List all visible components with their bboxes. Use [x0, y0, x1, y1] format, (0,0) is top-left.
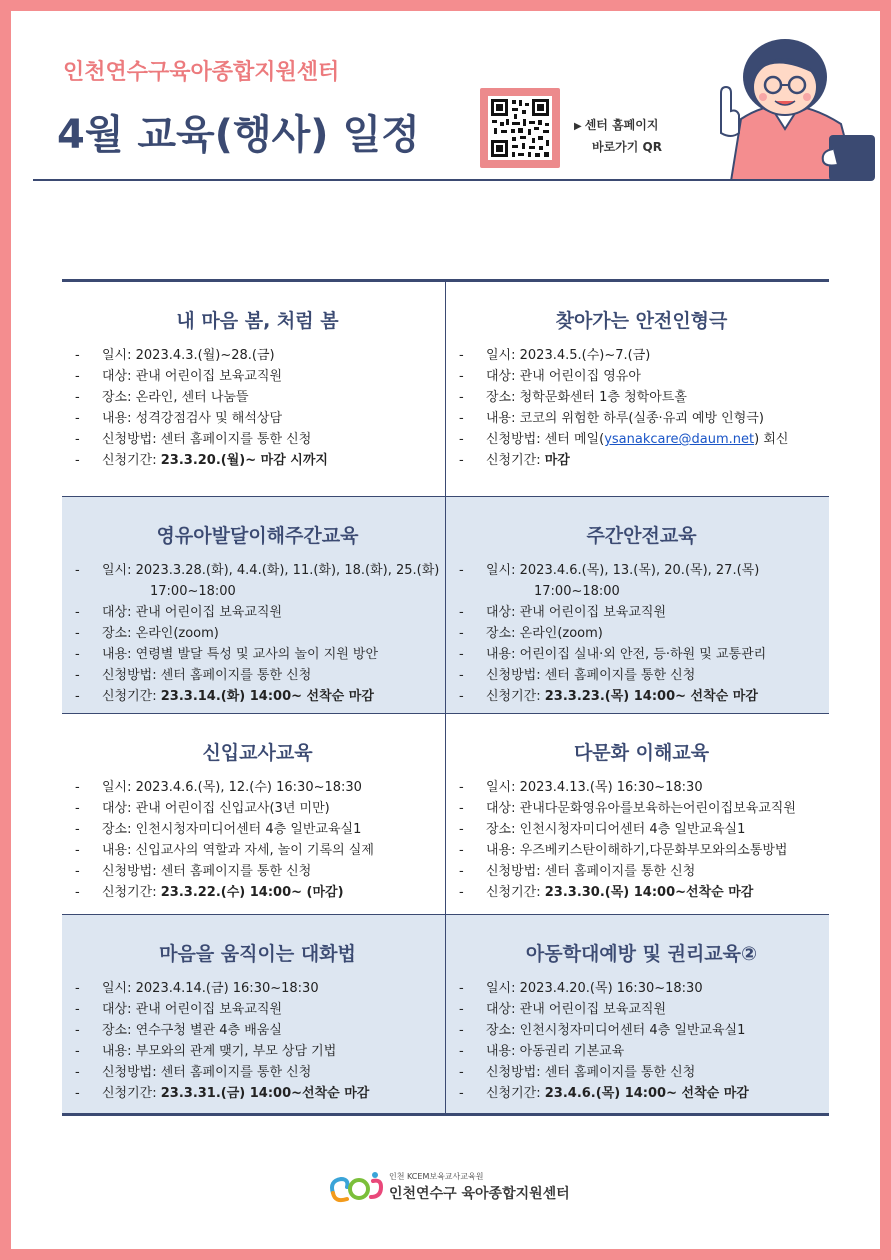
program-detail-item	[454, 978, 829, 999]
dash-bullet: -	[75, 780, 80, 795]
detail-label: 내용:	[486, 1044, 520, 1059]
detail-label: 내용:	[486, 647, 520, 662]
poster-page	[11, 11, 880, 1249]
detail-value: 2023.4.13.(목) 16:30~18:30	[519, 780, 703, 795]
detail-value-continued: 17:00~18:00	[150, 584, 236, 599]
detail-label: 일시:	[486, 780, 520, 795]
program-detail-item	[70, 798, 445, 819]
detail-label: 신청기간:	[102, 689, 161, 704]
detail-label: 대상:	[486, 369, 520, 384]
program-detail-item	[70, 1062, 445, 1083]
dash-bullet: -	[75, 668, 80, 683]
program-detail-item	[454, 999, 829, 1020]
program-schedule-grid	[62, 279, 829, 1116]
detail-value: 신입교사의 역할과 자세, 놀이 기록의 실제	[135, 843, 374, 858]
program-card	[62, 497, 446, 713]
detail-label: 신청방법:	[102, 432, 161, 447]
detail-value: 온라인(zoom)	[519, 626, 603, 641]
detail-value: 청학문화센터 1층 청학아트홀	[519, 390, 687, 405]
detail-label: 내용:	[102, 411, 136, 426]
detail-label: 장소:	[102, 626, 136, 641]
detail-label: 신청방법:	[102, 864, 161, 879]
program-title: 신입교사교육	[202, 742, 313, 764]
detail-label: 일시:	[102, 780, 136, 795]
program-detail-item	[70, 686, 445, 707]
qr-caption-line1: 센터 홈페이지	[584, 118, 659, 132]
detail-value: 2023.4.6.(목), 13.(목), 20.(목), 27.(목)	[519, 563, 760, 578]
dash-bullet: -	[459, 689, 464, 704]
detail-label: 신청방법:	[486, 1065, 545, 1080]
detail-label: 신청방법:	[486, 432, 545, 447]
dash-bullet: -	[75, 981, 80, 996]
program-card	[62, 282, 446, 496]
program-detail-item	[454, 840, 829, 861]
application-period-value: 23.3.14.(화) 14:00~ 선착순 마감	[160, 689, 374, 704]
center-name: 인천연수구육아종합지원센터	[63, 60, 340, 85]
detail-value: 관내 어린이집 보육교직원	[519, 605, 667, 620]
detail-value: 온라인, 센터 나눔뜰	[135, 390, 249, 405]
program-detail-item	[70, 882, 445, 903]
detail-value: 센터 홈페이지를 통한 신청	[160, 1065, 312, 1080]
detail-value: 코코의 위험한 하루(실종·유괴 예방 인형극)	[519, 411, 764, 426]
detail-label: 장소:	[102, 1023, 136, 1038]
program-detail-item	[70, 840, 445, 861]
detail-value: 2023.4.14.(금) 16:30~18:30	[135, 981, 319, 996]
detail-label: 대상:	[102, 605, 136, 620]
detail-value: 어린이집 실내·외 안전, 등·하원 및 교통관리	[519, 647, 767, 662]
dash-bullet: -	[75, 432, 80, 447]
program-detail-item	[454, 819, 829, 840]
detail-value: 성격강점검사 및 해석상담	[135, 411, 283, 426]
program-row	[62, 714, 829, 915]
program-detail-item	[454, 366, 829, 387]
program-detail-item	[70, 560, 445, 602]
detail-label: 장소:	[102, 390, 136, 405]
dash-bullet: -	[75, 348, 80, 363]
detail-value: 연령별 발달 특성 및 교사의 놀이 지원 방안	[135, 647, 379, 662]
center-logo-icon	[327, 1169, 385, 1205]
detail-value: 온라인(zoom)	[135, 626, 219, 641]
detail-value: 관내 어린이집 보육교직원	[135, 605, 283, 620]
detail-value: 우즈베키스탄이해하기,다문화부모와의소통방법	[519, 843, 788, 858]
dash-bullet: -	[75, 1044, 80, 1059]
detail-label: 내용:	[102, 1044, 136, 1059]
qr-caption-line2: 바로가기 QR	[592, 140, 662, 154]
detail-label: 신청기간:	[102, 885, 161, 900]
detail-value: ) 회신	[754, 432, 789, 447]
header-divider	[33, 179, 843, 181]
program-detail-item	[454, 777, 829, 798]
program-title: 아동학대예방 및 권리교육②	[525, 943, 758, 965]
dash-bullet: -	[75, 626, 80, 641]
dash-bullet: -	[459, 1065, 464, 1080]
dash-bullet: -	[75, 1023, 80, 1038]
dash-bullet: -	[75, 390, 80, 405]
program-detail-item	[454, 1041, 829, 1062]
dash-bullet: -	[459, 1002, 464, 1017]
detail-value: 센터 홈페이지를 통한 신청	[544, 668, 696, 683]
detail-label: 신청방법:	[102, 668, 161, 683]
program-detail-item	[454, 882, 829, 903]
application-period-value: 마감	[544, 453, 570, 468]
footer-org-name: 인천연수구 육아종합지원센터	[389, 1186, 570, 1202]
dash-bullet: -	[459, 668, 464, 683]
detail-value: 인천시청자미디어센터 4층 일반교육실1	[135, 822, 362, 837]
dash-bullet: -	[459, 647, 464, 662]
qr-caption	[574, 115, 662, 158]
dash-bullet: -	[75, 689, 80, 704]
program-title: 주간안전교육	[586, 525, 697, 547]
program-title: 다문화 이해교육	[573, 742, 710, 764]
program-row	[62, 282, 829, 497]
application-period-value: 23.3.22.(수) 14:00~ (마감)	[160, 885, 344, 900]
program-detail-item	[454, 450, 829, 471]
detail-value: 센터 홈페이지를 통한 신청	[160, 864, 312, 879]
dash-bullet: -	[459, 780, 464, 795]
application-period-value: 23.3.20.(월)~ 마감 시까지	[160, 453, 328, 468]
detail-value: 부모와의 관계 맺기, 부모 상담 기법	[135, 1044, 337, 1059]
dash-bullet: -	[75, 1002, 80, 1017]
program-detail-item	[454, 623, 829, 644]
detail-value: 2023.3.28.(화), 4.4.(화), 11.(화), 18.(화), 25.(화)	[135, 563, 440, 578]
program-detail-item	[70, 644, 445, 665]
detail-label: 대상:	[102, 801, 136, 816]
detail-label: 일시:	[486, 563, 520, 578]
detail-value: 관내 어린이집 보육교직원	[519, 1002, 667, 1017]
program-card	[446, 282, 829, 496]
detail-label: 신청기간:	[486, 885, 545, 900]
program-title: 찾아가는 안전인형극	[555, 310, 728, 332]
detail-value-continued: 17:00~18:00	[534, 584, 620, 599]
detail-value: 인천시청자미디어센터 4층 일반교육실1	[519, 822, 746, 837]
email-link[interactable]: ysanakcare@daum.net	[604, 432, 755, 447]
dash-bullet: -	[459, 605, 464, 620]
dash-bullet: -	[459, 864, 464, 879]
application-period-value: 23.4.6.(목) 14:00~ 선착순 마감	[544, 1086, 749, 1101]
detail-label: 대상:	[486, 801, 520, 816]
detail-label: 일시:	[486, 348, 520, 363]
detail-value: 관내 어린이집 영유아	[519, 369, 641, 384]
detail-label: 신청기간:	[486, 689, 545, 704]
dash-bullet: -	[75, 563, 80, 578]
detail-value: 연수구청 별관 4층 배움실	[135, 1023, 282, 1038]
detail-label: 내용:	[486, 411, 520, 426]
detail-value: 2023.4.6.(목), 12.(수) 16:30~18:30	[135, 780, 362, 795]
program-detail-item	[70, 777, 445, 798]
detail-value: 아동권리 기본교육	[519, 1044, 625, 1059]
program-detail-item	[454, 665, 829, 686]
dash-bullet: -	[459, 453, 464, 468]
detail-label: 신청기간:	[102, 1086, 161, 1101]
dash-bullet: -	[459, 563, 464, 578]
dash-bullet: -	[75, 822, 80, 837]
dash-bullet: -	[75, 1065, 80, 1080]
program-row	[62, 915, 829, 1113]
program-detail-item	[70, 345, 445, 366]
application-period-value: 23.3.23.(목) 14:00~ 선착순 마감	[544, 689, 758, 704]
program-detail-item	[454, 1083, 829, 1104]
dash-bullet: -	[75, 647, 80, 662]
detail-value: 센터 메일(	[544, 432, 605, 447]
teacher-illustration-icon	[691, 29, 880, 181]
dash-bullet: -	[459, 1023, 464, 1038]
dash-bullet: -	[459, 432, 464, 447]
program-detail-item	[454, 798, 829, 819]
detail-label: 일시:	[102, 563, 136, 578]
program-detail-item	[70, 978, 445, 999]
program-detail-item	[70, 819, 445, 840]
program-title: 내 마음 봄, 처럼 봄	[176, 310, 339, 332]
detail-label: 대상:	[486, 605, 520, 620]
detail-value: 2023.4.3.(월)~28.(금)	[135, 348, 275, 363]
program-detail-item	[70, 1083, 445, 1104]
dash-bullet: -	[459, 369, 464, 384]
detail-label: 신청방법:	[486, 864, 545, 879]
detail-value: 센터 홈페이지를 통한 신청	[160, 432, 312, 447]
program-detail-item	[454, 602, 829, 623]
detail-value: 관내 어린이집 보육교직원	[135, 369, 283, 384]
dash-bullet: -	[75, 605, 80, 620]
detail-label: 대상:	[486, 1002, 520, 1017]
application-period-value: 23.3.30.(목) 14:00~선착순 마감	[544, 885, 754, 900]
dash-bullet: -	[75, 411, 80, 426]
arrow-right-icon: ▶	[574, 121, 582, 132]
qr-code-icon	[488, 96, 552, 160]
detail-value: 센터 홈페이지를 통한 신청	[544, 1065, 696, 1080]
detail-label: 신청방법:	[102, 1065, 161, 1080]
program-title: 마음을 움직이는 대화법	[159, 943, 356, 965]
program-detail-item	[70, 1020, 445, 1041]
dash-bullet: -	[459, 348, 464, 363]
program-card	[62, 915, 446, 1113]
program-card	[446, 714, 829, 914]
program-detail-item	[454, 429, 829, 450]
program-row	[62, 497, 829, 714]
page-title: 4월 교육(행사) 일정	[57, 112, 420, 158]
detail-value: 센터 홈페이지를 통한 신청	[160, 668, 312, 683]
program-detail-item	[70, 623, 445, 644]
program-detail-item	[70, 366, 445, 387]
dash-bullet: -	[75, 864, 80, 879]
detail-label: 일시:	[102, 981, 136, 996]
program-detail-item	[70, 602, 445, 623]
program-detail-item	[70, 861, 445, 882]
detail-label: 장소:	[102, 822, 136, 837]
detail-label: 신청방법:	[486, 668, 545, 683]
dash-bullet: -	[459, 1044, 464, 1059]
program-detail-item	[454, 644, 829, 665]
program-detail-item	[70, 450, 445, 471]
detail-label: 신청기간:	[486, 1086, 545, 1101]
program-detail-item	[70, 387, 445, 408]
program-detail-item	[70, 429, 445, 450]
detail-label: 내용:	[102, 843, 136, 858]
dash-bullet: -	[459, 801, 464, 816]
detail-label: 장소:	[486, 1023, 520, 1038]
program-detail-item	[70, 665, 445, 686]
detail-label: 장소:	[486, 390, 520, 405]
detail-label: 대상:	[102, 1002, 136, 1017]
program-card	[446, 497, 829, 713]
dash-bullet: -	[459, 885, 464, 900]
program-detail-item	[454, 861, 829, 882]
dash-bullet: -	[459, 822, 464, 837]
dash-bullet: -	[75, 801, 80, 816]
detail-label: 내용:	[102, 647, 136, 662]
application-period-value: 23.3.31.(금) 14:00~선착순 마감	[160, 1086, 370, 1101]
program-detail-item	[70, 999, 445, 1020]
program-detail-item	[454, 387, 829, 408]
program-detail-item	[454, 1020, 829, 1041]
program-detail-item	[70, 408, 445, 429]
detail-label: 장소:	[486, 626, 520, 641]
dash-bullet: -	[459, 626, 464, 641]
program-detail-item	[454, 1062, 829, 1083]
dash-bullet: -	[459, 411, 464, 426]
dash-bullet: -	[459, 1086, 464, 1101]
detail-value: 관내 어린이집 보육교직원	[135, 1002, 283, 1017]
program-title: 영유아발달이해주간교육	[156, 525, 359, 547]
detail-label: 일시:	[486, 981, 520, 996]
dash-bullet: -	[459, 843, 464, 858]
dash-bullet: -	[459, 981, 464, 996]
dash-bullet: -	[75, 369, 80, 384]
dash-bullet: -	[75, 453, 80, 468]
detail-value: 센터 홈페이지를 통한 신청	[544, 864, 696, 879]
dash-bullet: -	[459, 390, 464, 405]
detail-value: 2023.4.5.(수)~7.(금)	[519, 348, 651, 363]
program-detail-item	[454, 560, 829, 602]
dash-bullet: -	[75, 1086, 80, 1101]
dash-bullet: -	[75, 885, 80, 900]
detail-label: 신청기간:	[486, 453, 545, 468]
detail-label: 장소:	[486, 822, 520, 837]
program-card	[446, 915, 829, 1113]
footer-logo	[327, 1169, 587, 1205]
detail-value: 인천시청자미디어센터 4층 일반교육실1	[519, 1023, 746, 1038]
footer-org-small: 인천 KCEM보육교사교육원	[389, 1172, 484, 1181]
detail-value: 관내다문화영유아를보육하는어린이집보육교직원	[519, 801, 796, 816]
detail-label: 대상:	[102, 369, 136, 384]
detail-label: 일시:	[102, 348, 136, 363]
program-card	[62, 714, 446, 914]
homepage-qr-code[interactable]	[480, 88, 560, 168]
detail-label: 내용:	[486, 843, 520, 858]
program-detail-item	[70, 1041, 445, 1062]
detail-value: 2023.4.20.(목) 16:30~18:30	[519, 981, 703, 996]
program-detail-item	[454, 345, 829, 366]
detail-value: 관내 어린이집 신입교사(3년 미만)	[135, 801, 330, 816]
program-detail-item	[454, 686, 829, 707]
detail-label: 신청기간:	[102, 453, 161, 468]
dash-bullet: -	[75, 843, 80, 858]
program-detail-item	[454, 408, 829, 429]
